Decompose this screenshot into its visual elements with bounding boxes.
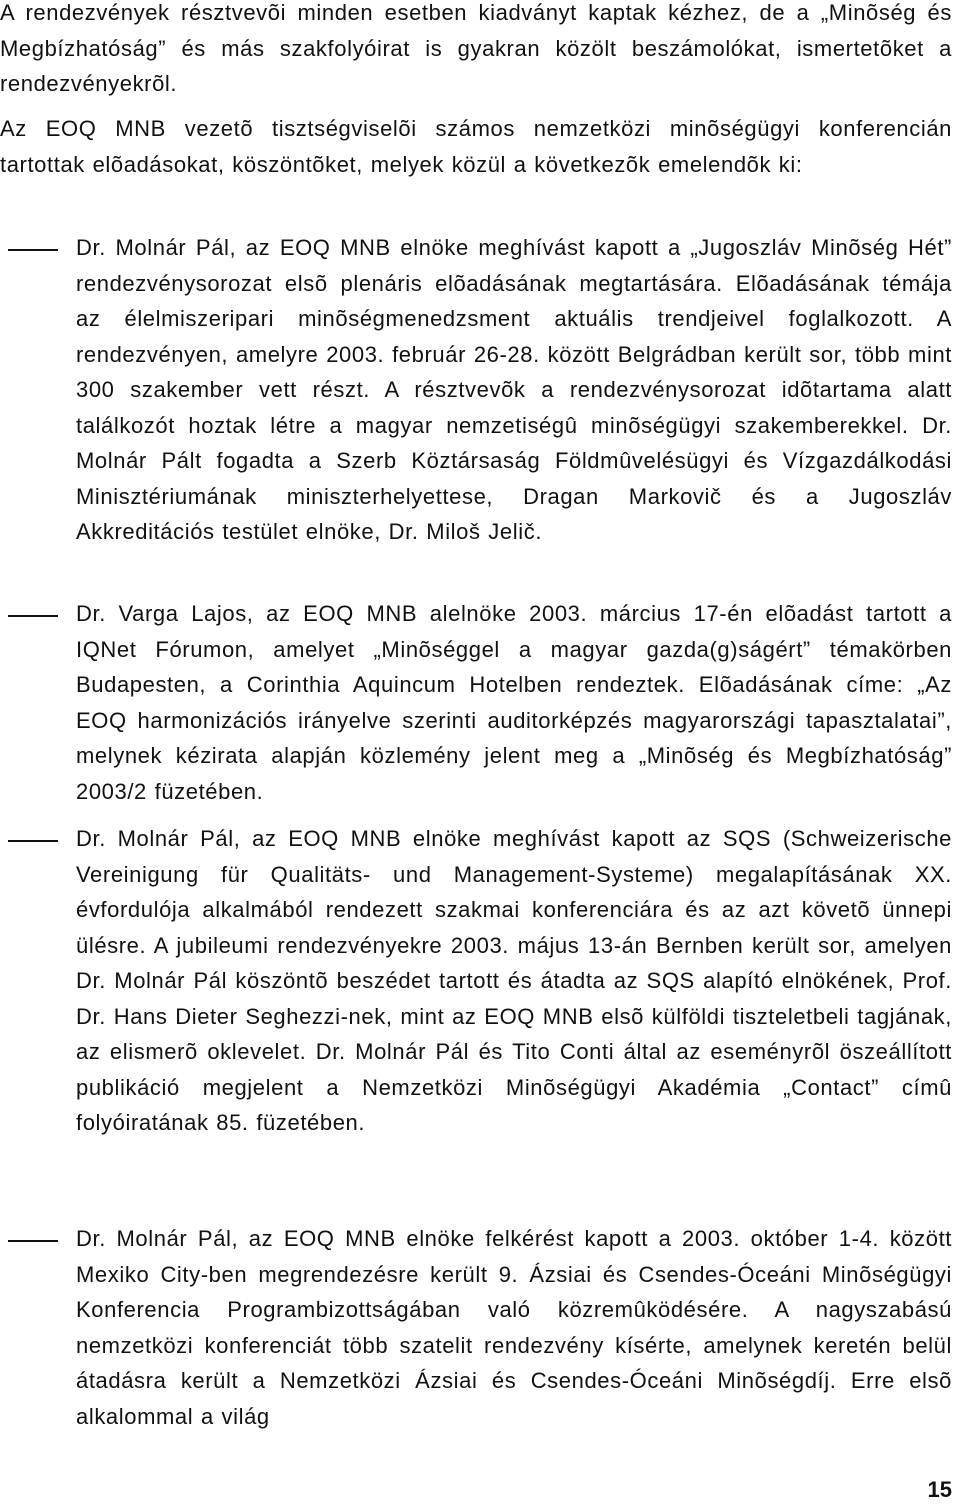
- bullet-list: [0, 596, 952, 809]
- list-item: [0, 1221, 952, 1434]
- list-item-text: Dr. Molnár Pál, az EOQ MNB elnöke meghívást kapott az SQS (Schweizerische Vereinigung für Qualitäts- und Management-Systeme) megalapításának XX. évfordulója alkalmából rendezett szakmai konferenciára és az azt követõ ünnepi ülésre. A jubileumi rendezvényekre 2003. május 13-án Bernben került sor, amelyen Dr. Molnár Pál köszöntõ beszédet tartott és átadta az SQS alapító elnökének, Prof. Dr. Hans Dieter Seghezzi-nek, mint az EOQ MNB elsõ külföldi tiszteletbeli tagjának, az elismerõ oklevelet. Dr. Molnár Pál és Tito Conti által az eseményrõl öszeállított publikáció megjelent a Nemzetközi Minõségügyi Akadémia „Contact” címû folyóiratának 85. füzetében.: [76, 826, 952, 1135]
- bullet-list: [0, 230, 952, 550]
- list-item: [0, 596, 952, 809]
- list-item-text: Dr. Molnár Pál, az EOQ MNB elnöke felkérést kapott a 2003. október 1-4. között Mexiko City-ben megrendezésre került 9. Ázsiai és Csendes-Óceáni Minõségügyi Konferencia Programbizottságában való közremûködésére. A nagyszabású nemzetközi konferenciát több szatelit rendezvény kísérte, amelynek keretén belül átadásra került a Nemzetközi Ázsiai és Csendes-Óceáni Minõségdíj. Erre elsõ alkalommal a világ: [76, 1226, 952, 1429]
- list-item: [0, 230, 952, 550]
- page-number: 15: [927, 1477, 952, 1502]
- list-item-text: Dr. Varga Lajos, az EOQ MNB alelnöke 2003. március 17-én elõadást tartott a IQNet Fórumon, amelyet „Minõséggel a magyar gazda(g)ságért” témakörben Budapesten, a Corinthia Aquincum Hotelben rendeztek. Elõadásának címe: „Az EOQ harmonizációs irányelve szerinti auditorképzés magyarországi tapasztalatai”, melynek kézirata alapján közlemény jelent meg a „Minõség és Megbízhatóság” 2003/2 füzetében.: [76, 601, 952, 804]
- list-item-text: Dr. Molnár Pál, az EOQ MNB elnöke meghívást kapott a „Jugoszláv Minõség Hét” rendezvénysorozat elsõ plenáris elõadásának megtartására. Elõadásának témája az élelmiszeripari minõségmenedzsment aktuális trendjeivel foglalkozott. A rendezvényen, amelyre 2003. február 26-28. között Belgrádban került sor, több mint 300 szakember vett részt. A résztvevõk a rendezvénysorozat idõtartama alatt találkozót hoztak létre a magyar nemzetiségû minõségügyi szakemberekkel. Dr. Molnár Pált fogadta a Szerb Köztársaság Földmûvelésügyi és Vízgazdálkodási Minisztériumának miniszterhelyettese, Dragan Markovič és a Jugoszláv Akkreditációs testület elnöke, Dr. Miloš Jelič.: [76, 235, 952, 544]
- list-item: [0, 821, 952, 1141]
- intro-paragraph: A rendezvények résztvevõi minden esetben kiadványt kaptak kézhez, de a „Minõség és Megbízhatóság” és más szakfolyóirat is gyakran közölt beszámolókat, ismertetõket a rendezvényekrõl.: [0, 0, 952, 96]
- bullet-list: [0, 821, 952, 1141]
- bullet-list: [0, 1221, 952, 1434]
- speakers-paragraph: Az EOQ MNB vezetõ tisztségviselõi számos nemzetközi minõségügyi konferencián tartottak elõadásokat, köszöntõket, melyek közül a következõk emelendõk ki:: [0, 116, 952, 177]
